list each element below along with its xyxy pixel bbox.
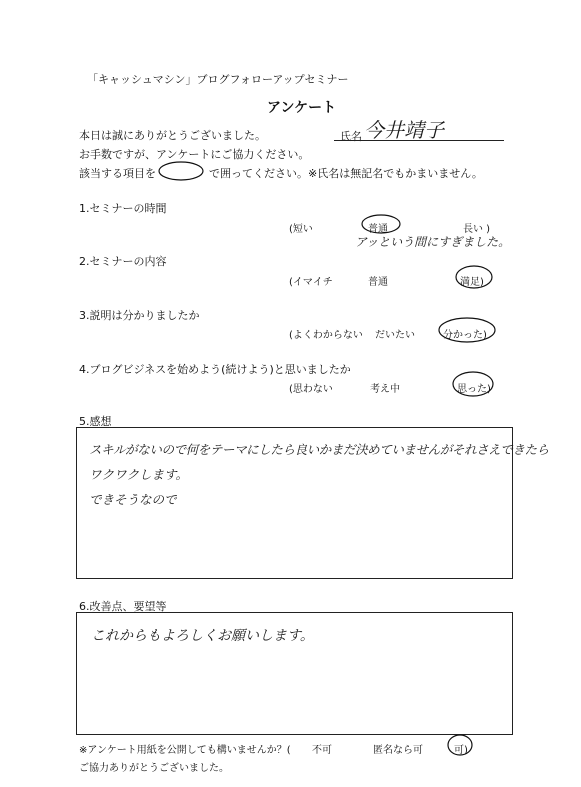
q1-selected-circle-icon: [360, 213, 402, 235]
name-underline: [334, 140, 504, 141]
question-3-title: 3.説明は分かりましたか: [79, 309, 200, 322]
q4-selected-circle-icon: [451, 370, 495, 398]
q4-option-considering[interactable]: 考え中: [370, 384, 400, 395]
q3-option-mostly[interactable]: だいたい: [375, 330, 415, 341]
name-value[interactable]: 今井靖子: [364, 118, 444, 142]
q3-selected-circle-icon: [437, 316, 497, 344]
impressions-box[interactable]: [76, 427, 549, 579]
survey-series-title: 「キャッシュマシン」ブログフォローアップセミナー: [87, 73, 349, 86]
q1-option-normal[interactable]: 普通: [368, 224, 388, 235]
question-2-title: 2.セミナーの内容: [79, 255, 167, 268]
intro-line-3-post: で囲ってください。※氏名は無記名でもかまいません。: [209, 167, 483, 180]
page-title: アンケート: [267, 100, 337, 116]
impressions-line-3: できそうなので: [89, 492, 177, 507]
publish-option-yes[interactable]: 可): [454, 745, 468, 756]
q4-option-no[interactable]: (思わない: [289, 384, 333, 395]
name-label: 氏名: [340, 130, 362, 143]
intro-line-3-pre: 該当する項目を: [79, 167, 156, 180]
improvements-title: 6.改善点、要望等: [79, 600, 167, 613]
q1-option-short[interactable]: (短い: [289, 224, 313, 235]
publish-option-anonymous[interactable]: 匿名なら可: [373, 745, 423, 756]
publish-selected-circle-icon: [446, 733, 474, 757]
q4-option-yes[interactable]: 思った): [457, 384, 491, 395]
impressions-line-2: ワクワクします。: [89, 467, 189, 482]
q3-option-unclear[interactable]: (よくわからない: [289, 330, 363, 341]
publish-option-no[interactable]: 不可: [312, 745, 332, 756]
q1-option-long[interactable]: 長い ): [463, 224, 491, 235]
q3-option-understood[interactable]: 分かった): [443, 330, 487, 341]
impressions-title: 5.感想: [79, 415, 112, 428]
publish-question: ※アンケート用紙を公開しても構いませんか？(: [79, 745, 291, 756]
question-4-title: 4.ブログビジネスを始めよう(続けよう)と思いましたか: [79, 363, 351, 376]
closing-text: ご協力ありがとうございました。: [79, 763, 229, 774]
q2-selected-circle-icon: [454, 264, 494, 290]
impressions-line-1: スキルがないので何をテーマにしたら良いかまだ決めていませんがそれさえできたら: [89, 442, 549, 457]
q1-comment: アッという間にすぎました。: [355, 235, 511, 249]
intro-line-2: お手数ですが、アンケートにご協力ください。: [79, 148, 310, 161]
example-circle-icon: [157, 160, 205, 182]
q2-option-satisfied[interactable]: 満足): [460, 277, 484, 288]
improvements-line-1: これからもよろしくお願いします。: [91, 628, 314, 644]
question-1-title: 1.セミナーの時間: [79, 202, 167, 215]
intro-line-1: 本日は誠にありがとうございました。: [79, 129, 266, 142]
q2-option-normal[interactable]: 普通: [368, 277, 388, 288]
q2-option-meh[interactable]: (イマイチ: [289, 277, 333, 288]
improvements-box[interactable]: [76, 612, 513, 735]
